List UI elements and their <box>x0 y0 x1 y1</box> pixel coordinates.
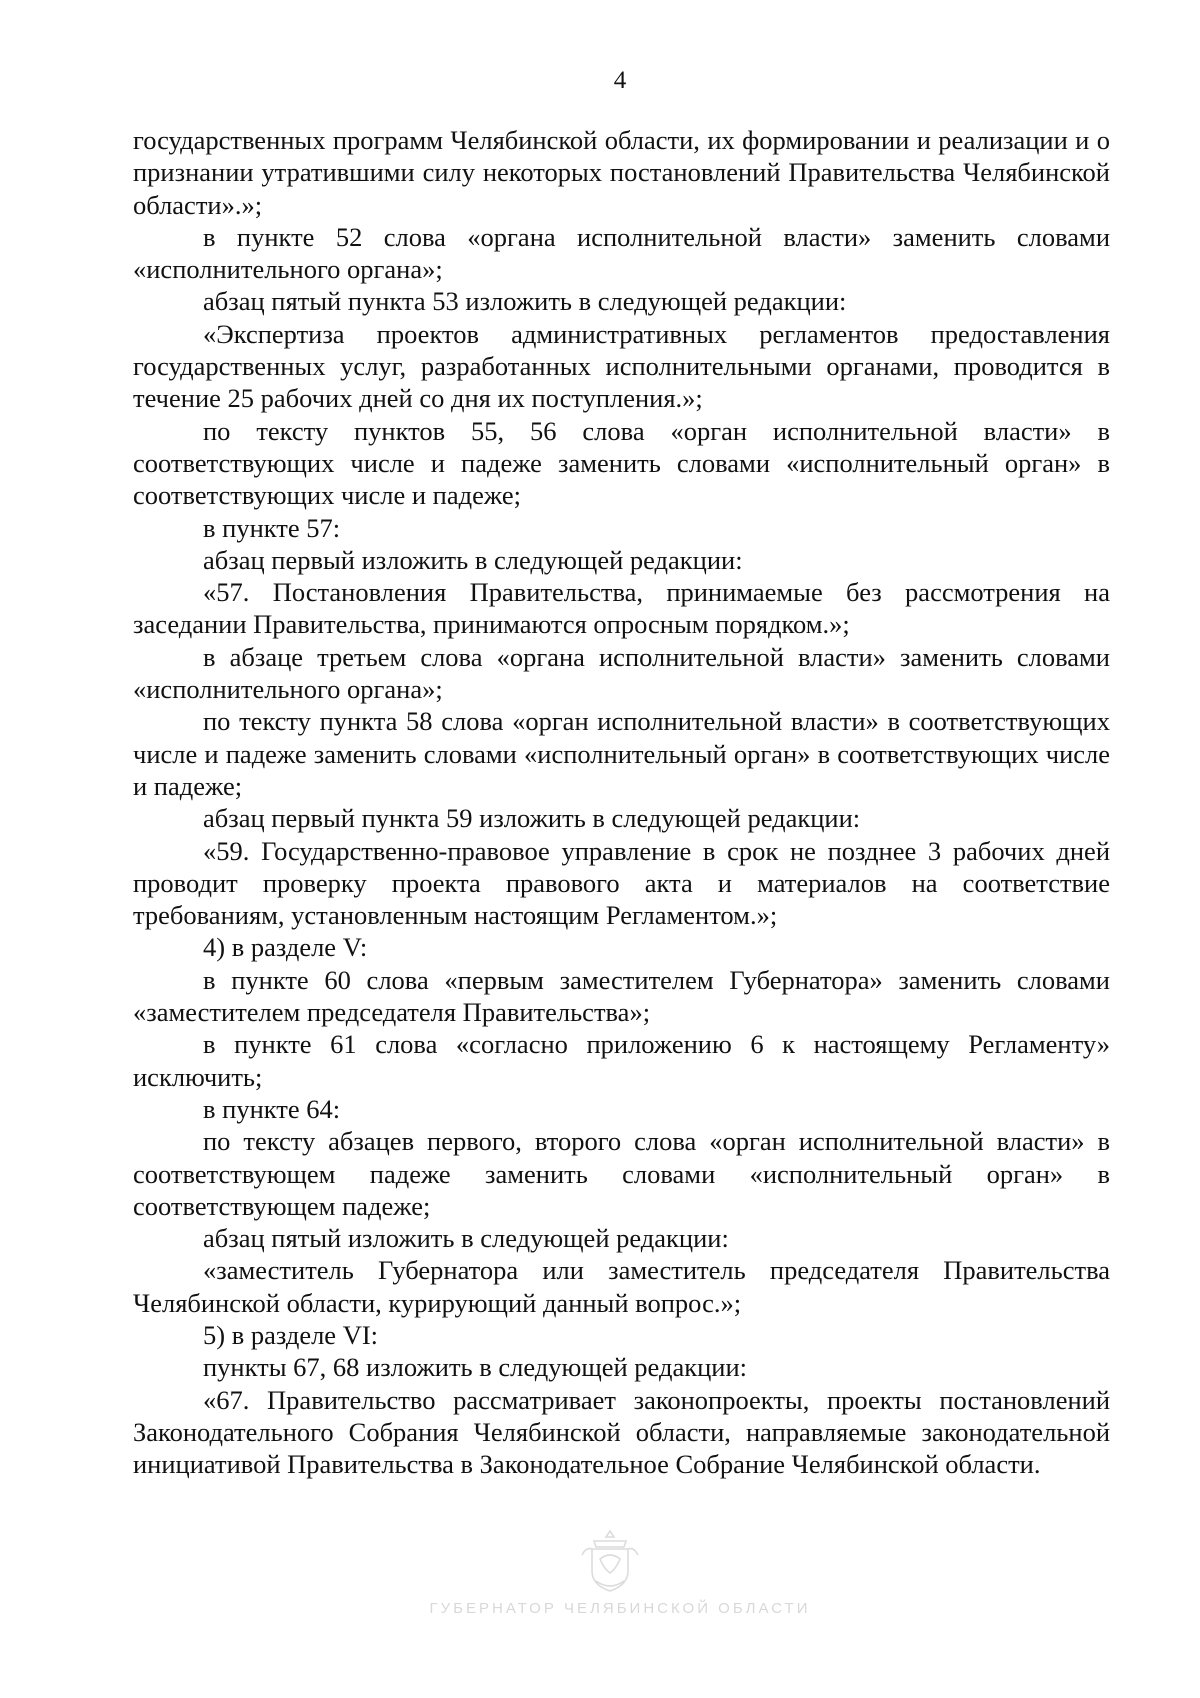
paragraph: государственных программ Челябинской области, их формировании и реализации и о признании утратившими силу некоторых постановлений Правительства Челябинской области».»; <box>133 125 1110 220</box>
paragraph: по тексту абзацев первого, второго слова «орган исполнительной власти» в соответствующем падеже заменить словами «исполнительный орган» в соответствующем падеже; <box>133 1126 1110 1221</box>
paragraph: в пункте 57: <box>203 512 341 543</box>
paragraph: «Экспертиза проектов административных регламентов предоставления государственных услуг, разработанных исполнительными органами, проводится в течение 25 рабочих дней со дня их поступления.»; <box>133 318 1110 414</box>
coat-of-arms-icon <box>574 1525 646 1597</box>
paragraph: «57. Постановления Правительства, принимаемые без рассмотрения на заседании Правительства, принимаются опросным порядком.»; <box>133 577 1110 640</box>
paragraph: по тексту пункта 58 слова «орган исполнительной власти» в соответствующих числе и падеже заменить словами «исполнительный орган» в соответствующих числе и падеже; <box>133 706 1110 801</box>
paragraph: абзац пятый пункта 53 изложить в следующей редакции: <box>203 286 847 317</box>
page-number: 4 <box>613 67 627 94</box>
paragraph: пункты 67, 68 изложить в следующей редакции: <box>203 1352 748 1383</box>
watermark-text: ГУБЕРНАТОР ЧЕЛЯБИНСКОЙ ОБЛАСТИ <box>429 1600 811 1617</box>
paragraph: абзац пятый изложить в следующей редакции: <box>203 1223 729 1254</box>
paragraph: абзац первый пункта 59 изложить в следующей редакции: <box>203 803 861 834</box>
paragraph: в пункте 52 слова «органа исполнительной власти» заменить словами «исполнительного органа»; <box>133 221 1110 285</box>
paragraph: «67. Правительство рассматривает законопроекты, проекты постановлений Законодательного Собрания Челябинской области, направляемые законодательной инициативой Правительства в Законодательное Собрание Челябинской области. <box>133 1384 1110 1480</box>
paragraph: в пункте 61 слова «согласно приложению 6 к настоящему Регламенту» исключить; <box>133 1029 1110 1092</box>
document-body <box>133 124 1110 1480</box>
paragraph: «59. Государственно-правовое управление в срок не позднее 3 рабочих дней проводит проверку проекта правового акта и материалов на соответствие требованиям, установленным настоящим Регламентом.»; <box>133 835 1110 931</box>
paragraph: 4) в разделе V: <box>203 932 368 963</box>
paragraph: «заместитель Губернатора или заместитель председателя Правительства Челябинской области, курирующий данный вопрос.»; <box>133 1255 1110 1318</box>
paragraph: в абзаце третьем слова «органа исполнительной власти» заменить словами «исполнительного органа»; <box>133 641 1110 705</box>
paragraph: абзац первый изложить в следующей редакции: <box>203 544 743 575</box>
paragraph: в пункте 64: <box>203 1093 341 1124</box>
paragraph: по тексту пунктов 55, 56 слова «орган исполнительной власти» в соответствующих числе и падеже заменить словами «исполнительный орган» в соответствующих числе и падеже; <box>133 415 1110 511</box>
paragraph: в пункте 60 слова «первым заместителем Губернатора» заменить словами «заместителем председателя Правительства»; <box>133 964 1110 1028</box>
paragraph: 5) в разделе VI: <box>203 1319 379 1350</box>
